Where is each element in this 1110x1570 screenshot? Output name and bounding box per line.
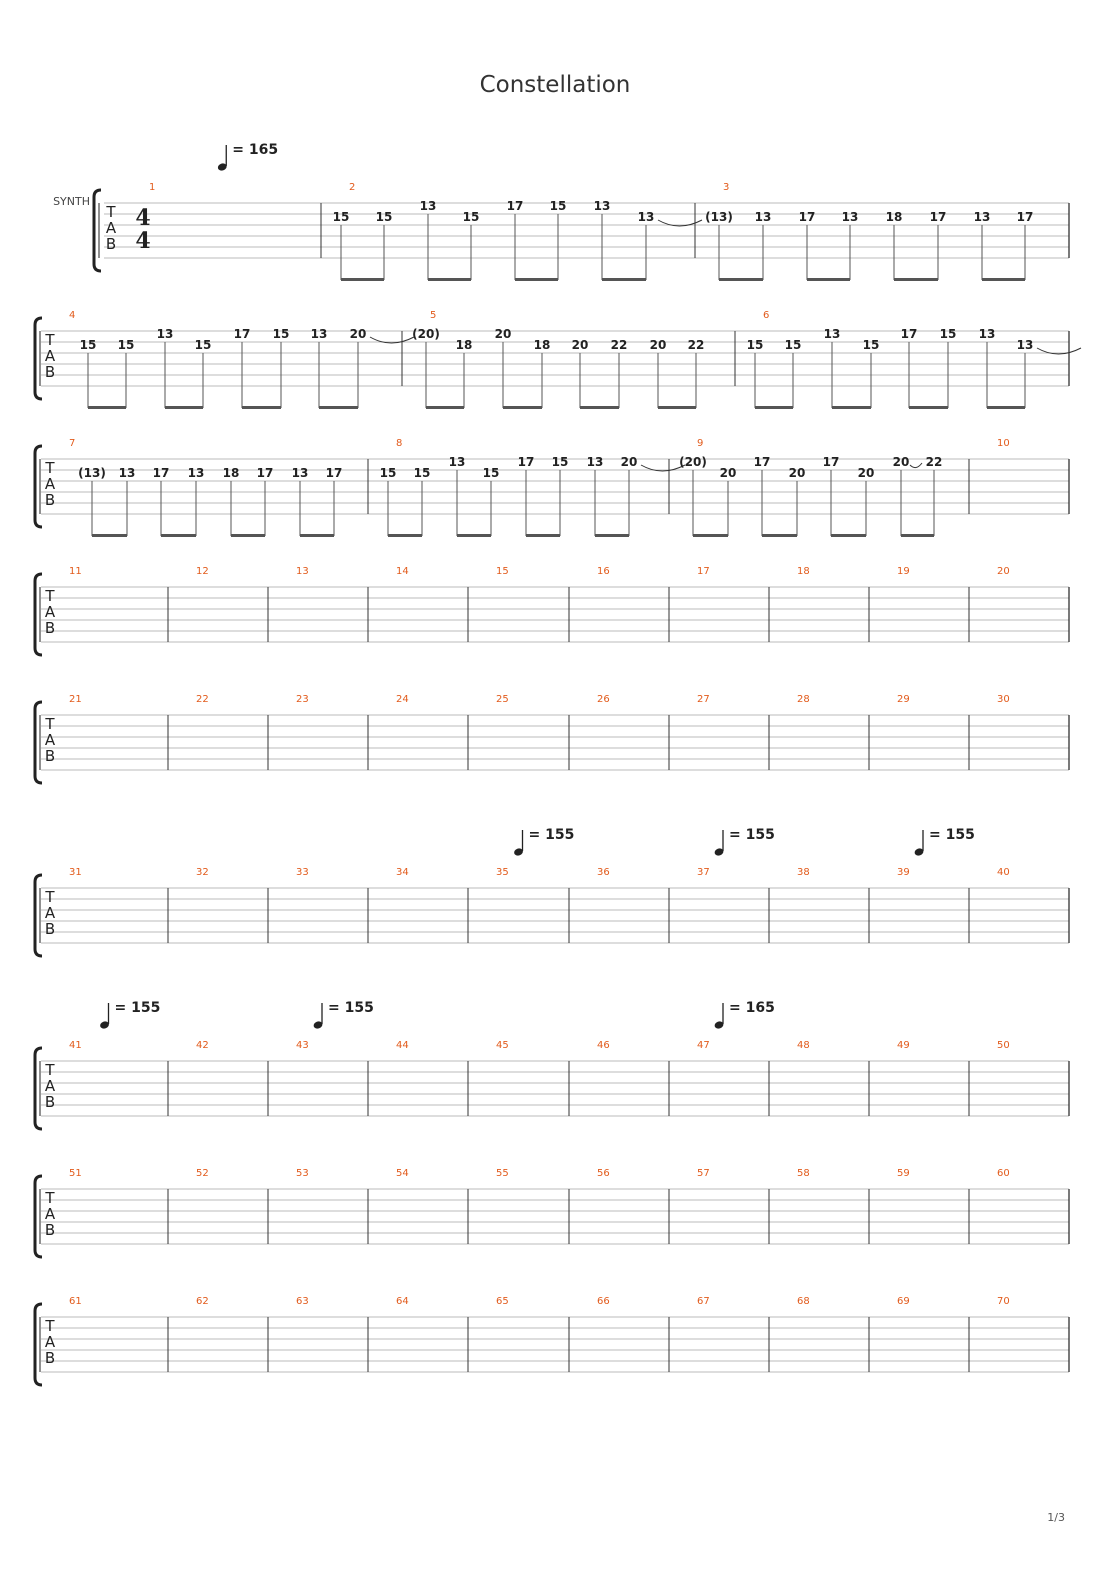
tab-clef-letter: B: [44, 747, 56, 765]
tab-clef-letter: T: [45, 459, 55, 477]
fret-number: 17: [822, 455, 840, 469]
system-bracket: [35, 318, 42, 399]
fret-number: 17: [753, 455, 771, 469]
fret-number: 17: [798, 210, 816, 224]
measure-number: 38: [797, 867, 810, 878]
measure-number: 69: [897, 1296, 910, 1307]
system-bracket: [35, 875, 42, 956]
measure-notes: [747, 327, 1081, 409]
measure-number: 64: [396, 1296, 409, 1307]
beam: [428, 278, 471, 281]
measure-number: 31: [69, 867, 82, 878]
beam: [503, 406, 542, 409]
beam: [580, 406, 619, 409]
tab-clef-letter: A: [44, 1205, 56, 1223]
fret-number: 20: [494, 327, 512, 341]
beam: [457, 534, 491, 537]
fret-number: 15: [379, 466, 397, 480]
tab-clef-letter: B: [44, 491, 56, 509]
fret-number: 20: [788, 466, 806, 480]
tempo-label: = 155: [328, 1000, 374, 1016]
beam: [388, 534, 422, 537]
time-signature-bottom: 4: [135, 228, 151, 254]
measure-number: 62: [196, 1296, 209, 1307]
tempo-marking: [217, 142, 278, 172]
tab-clef-letter: B: [44, 1349, 56, 1367]
tab-system: [53, 182, 1069, 271]
fret-number: 20: [620, 455, 638, 469]
beam: [762, 534, 797, 537]
measure-number: 2: [349, 182, 356, 193]
fret-number: 15: [746, 338, 764, 352]
measure-number: 53: [296, 1168, 309, 1179]
measure-number: 21: [69, 694, 82, 705]
beam: [161, 534, 196, 537]
measure-number: 42: [196, 1040, 209, 1051]
measure-number: 23: [296, 694, 309, 705]
tab-clef-letter: B: [105, 235, 117, 253]
fret-number: 15: [551, 455, 569, 469]
measure-number: 11: [69, 566, 82, 577]
beam: [426, 406, 464, 409]
tab-clef-letter: A: [44, 603, 56, 621]
fret-number: 18: [222, 466, 240, 480]
beam: [88, 406, 126, 409]
tab-system: [35, 438, 1069, 527]
tab-clef-letter: T: [45, 715, 55, 733]
tab-system: [35, 1296, 1069, 1385]
tab-system: [35, 694, 1069, 783]
measure-number: 46: [597, 1040, 610, 1051]
beam: [658, 406, 696, 409]
fret-number: 20: [349, 327, 367, 341]
tab-system: [35, 867, 1069, 956]
fret-number: (20): [679, 455, 707, 469]
measure-number: 19: [897, 566, 910, 577]
measure-number: 61: [69, 1296, 82, 1307]
measure-number: 40: [997, 867, 1010, 878]
tab-clef-letter: A: [44, 1333, 56, 1351]
tempo-label: = 155: [528, 827, 575, 843]
tab-clef-letter: T: [45, 1189, 55, 1207]
tab-clef-letter: B: [44, 1221, 56, 1239]
beam: [165, 406, 203, 409]
fret-number: 13: [448, 455, 466, 469]
measure-number: 13: [296, 566, 309, 577]
beam: [901, 534, 934, 537]
tempo-marking: [714, 827, 775, 857]
fret-number: 20: [571, 338, 589, 352]
measure-number: 63: [296, 1296, 309, 1307]
tab-system: [35, 566, 1069, 655]
measure-number: 34: [396, 867, 409, 878]
tab-clef-letter: A: [44, 904, 56, 922]
measure-number: 44: [396, 1040, 409, 1051]
tempo-label: = 165: [729, 1000, 775, 1016]
measure-number: 12: [196, 566, 209, 577]
fret-number: 13: [754, 210, 772, 224]
tab-clef-letter: T: [45, 1061, 55, 1079]
measure-number: 67: [697, 1296, 710, 1307]
fret-number: 15: [194, 338, 212, 352]
fret-number: 15: [272, 327, 290, 341]
fret-number: 15: [462, 210, 480, 224]
fret-number: (20): [412, 327, 440, 341]
measure-number: 22: [196, 694, 209, 705]
measure-number: 57: [697, 1168, 710, 1179]
beam: [595, 534, 629, 537]
tab-clef-letter: B: [44, 363, 56, 381]
fret-number: 15: [117, 338, 135, 352]
time-signature-top: 4: [135, 205, 151, 231]
instrument-name: SYNTH: [53, 195, 90, 208]
tab-clef-letter: A: [44, 475, 56, 493]
tempo-label: = 155: [114, 1000, 161, 1016]
measure-number: 24: [396, 694, 409, 705]
measure-number: 25: [496, 694, 509, 705]
measure-number: 50: [997, 1040, 1010, 1051]
fret-number: 15: [332, 210, 350, 224]
measure-number: 20: [997, 566, 1010, 577]
beam: [92, 534, 127, 537]
beam: [602, 278, 646, 281]
fret-number: 17: [325, 466, 343, 480]
measure-number: 26: [597, 694, 610, 705]
fret-number: 13: [291, 466, 309, 480]
beam: [719, 278, 763, 281]
fret-number: 13: [593, 199, 611, 213]
beam: [831, 534, 866, 537]
system-bracket: [35, 574, 42, 655]
tab-clef-letter: T: [45, 888, 55, 906]
measure-number: 14: [396, 566, 409, 577]
fret-number: 17: [929, 210, 947, 224]
fret-number: 13: [156, 327, 174, 341]
song-title: Constellation: [479, 72, 631, 98]
measure-number: 15: [496, 566, 509, 577]
fret-number: 13: [118, 466, 136, 480]
measure-number: 3: [723, 182, 730, 193]
measure-notes: [333, 199, 702, 281]
measure-number: 28: [797, 694, 810, 705]
beam: [693, 534, 728, 537]
fret-number: 15: [549, 199, 567, 213]
beam: [894, 278, 938, 281]
tab-clef-letter: A: [44, 731, 56, 749]
measure-number: 41: [69, 1040, 82, 1051]
measure-number: 60: [997, 1168, 1010, 1179]
tab-system: [35, 1040, 1069, 1129]
system-bracket: [35, 1176, 42, 1257]
fret-number: 13: [1016, 338, 1034, 352]
system-bracket: [35, 702, 42, 783]
beam: [341, 278, 384, 281]
tempo-label: = 165: [232, 142, 279, 158]
fret-number: 13: [823, 327, 841, 341]
beam: [987, 406, 1025, 409]
measure-number: 7: [69, 438, 76, 449]
measure-number: 49: [897, 1040, 910, 1051]
tab-clef-letter: B: [44, 920, 56, 938]
measure-number: 39: [897, 867, 910, 878]
measure-number: 35: [496, 867, 509, 878]
measure-number: 66: [597, 1296, 610, 1307]
beam: [807, 278, 850, 281]
fret-number: 20: [857, 466, 875, 480]
tempo-marking: [914, 827, 975, 857]
measure-number: 47: [697, 1040, 710, 1051]
fret-number: 15: [79, 338, 97, 352]
fret-number: 13: [187, 466, 205, 480]
fret-number: 17: [152, 466, 170, 480]
fret-number: (13): [78, 466, 106, 480]
fret-number: 15: [862, 338, 880, 352]
fret-number: 13: [419, 199, 437, 213]
measure-number: 70: [997, 1296, 1010, 1307]
tab-system: [35, 310, 1069, 399]
measure-notes: [679, 455, 942, 537]
measure-number: 29: [897, 694, 910, 705]
fret-number: 17: [506, 199, 524, 213]
measure-number: 58: [797, 1168, 810, 1179]
fret-number: 22: [610, 338, 628, 352]
tab-clef-letter: A: [44, 347, 56, 365]
measure-number: 68: [797, 1296, 810, 1307]
tempo-marking: [714, 1000, 775, 1030]
beam: [242, 406, 281, 409]
tempo-label: = 155: [929, 827, 975, 843]
measure-number: 52: [196, 1168, 209, 1179]
measure-number: 30: [997, 694, 1010, 705]
fret-number: 18: [533, 338, 551, 352]
beam: [231, 534, 265, 537]
beam: [982, 278, 1025, 281]
tempo-label: = 155: [729, 827, 775, 843]
measure-notes: [705, 210, 1033, 281]
tab-clef-letter: B: [44, 1093, 56, 1111]
beam: [909, 406, 948, 409]
measure-number: 10: [997, 438, 1010, 449]
fret-number: 18: [455, 338, 473, 352]
beam: [515, 278, 558, 281]
fret-number: 13: [973, 210, 991, 224]
system-bracket: [35, 1048, 42, 1129]
tab-clef-letter: A: [105, 219, 117, 237]
measure-number: 54: [396, 1168, 409, 1179]
slide-mark: [910, 463, 922, 468]
fret-number: 13: [586, 455, 604, 469]
measure-number: 48: [797, 1040, 810, 1051]
tab-clef-letter: T: [106, 203, 116, 221]
fret-number: 17: [517, 455, 535, 469]
measure-number: 17: [697, 566, 710, 577]
measure-number: 65: [496, 1296, 509, 1307]
fret-number: 15: [375, 210, 393, 224]
measure-number: 27: [697, 694, 710, 705]
fret-number: 13: [978, 327, 996, 341]
measure-number: 1: [149, 182, 156, 193]
fret-number: 20: [649, 338, 667, 352]
measure-notes: [412, 327, 704, 409]
fret-number: 17: [233, 327, 251, 341]
measure-notes: [380, 455, 685, 537]
measure-number: 9: [697, 438, 704, 449]
tempo-marking: [313, 1000, 374, 1030]
measure-number: 51: [69, 1168, 82, 1179]
tab-clef-letter: A: [44, 1077, 56, 1095]
fret-number: 15: [413, 466, 431, 480]
measure-number: 18: [797, 566, 810, 577]
measure-number: 4: [69, 310, 76, 321]
measure-notes: [78, 466, 342, 537]
tab-clef-letter: T: [45, 587, 55, 605]
fret-number: 17: [1016, 210, 1034, 224]
beam: [300, 534, 334, 537]
tab-system: [35, 1168, 1069, 1257]
tempo-marking: [99, 1000, 160, 1030]
measure-number: 5: [430, 310, 437, 321]
fret-number: 20: [892, 455, 910, 469]
system-bracket: [94, 190, 101, 271]
fret-number: 13: [310, 327, 328, 341]
fret-number: 22: [687, 338, 705, 352]
beam: [755, 406, 793, 409]
fret-number: 15: [939, 327, 957, 341]
system-bracket: [35, 1304, 42, 1385]
fret-number: 18: [885, 210, 903, 224]
beam: [832, 406, 871, 409]
measure-number: 45: [496, 1040, 509, 1051]
measure-number: 8: [396, 438, 403, 449]
fret-number: (13): [705, 210, 733, 224]
fret-number: 20: [719, 466, 737, 480]
fret-number: 13: [637, 210, 655, 224]
fret-number: 15: [784, 338, 802, 352]
beam: [319, 406, 358, 409]
fret-number: 15: [482, 466, 500, 480]
measure-number: 56: [597, 1168, 610, 1179]
measure-number: 36: [597, 867, 610, 878]
measure-number: 37: [697, 867, 710, 878]
measure-number: 43: [296, 1040, 309, 1051]
fret-number: 17: [900, 327, 918, 341]
page-number: 1/3: [1047, 1511, 1065, 1524]
beam: [526, 534, 560, 537]
fret-number: 13: [841, 210, 859, 224]
tab-clef-letter: B: [44, 619, 56, 637]
measure-number: 59: [897, 1168, 910, 1179]
measure-number: 32: [196, 867, 209, 878]
tab-clef-letter: T: [45, 331, 55, 349]
tempo-marking: [513, 827, 574, 857]
system-bracket: [35, 446, 42, 527]
tab-clef-letter: T: [45, 1317, 55, 1335]
fret-number: 17: [256, 466, 274, 480]
fret-number: 22: [925, 455, 943, 469]
measure-notes: [80, 327, 414, 409]
measure-number: 6: [763, 310, 770, 321]
measure-number: 16: [597, 566, 610, 577]
measure-number: 55: [496, 1168, 509, 1179]
measure-number: 33: [296, 867, 309, 878]
